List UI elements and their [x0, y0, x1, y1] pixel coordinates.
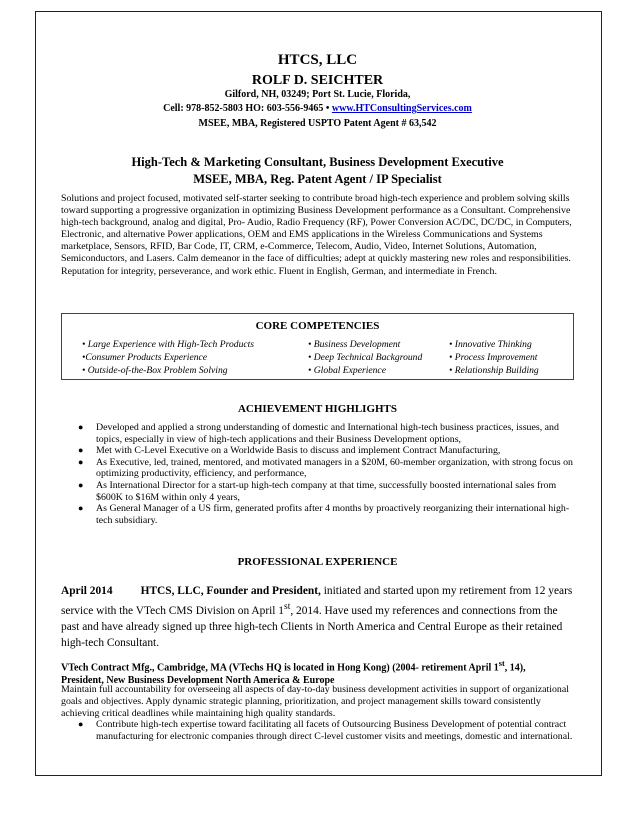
- achievement-text: As Executive, led, trained, mentored, and motivated managers in a $20M, 60-member organization, with strong focus on optimizing productivity, efficiency, and performance,: [96, 456, 573, 480]
- vtech-bullet-text: Contribute high-tech expertise toward facilitating all facets of Outsourcing Business Development of potential contract manufacturing for electronic companies through direct C-level customer visits and meetings, domestic and international.: [96, 719, 573, 743]
- name-middle: OLF D. S: [261, 73, 319, 88]
- bullet-icon: ●: [78, 719, 84, 730]
- competency-item: • Relationship Building: [449, 365, 539, 376]
- vtech-position-heading: [61, 658, 574, 687]
- achievement-item: [61, 480, 574, 503]
- core-competencies-title: CORE COMPETENCIES: [255, 320, 380, 332]
- vtech-bullet-item: [61, 719, 574, 743]
- competency-column: [449, 338, 539, 377]
- name-last: EICHTER: [318, 73, 384, 88]
- competency-item: • Business Development: [308, 339, 401, 350]
- achievement-item: [61, 503, 574, 526]
- achievement-text: Developed and applied a strong understanding of domestic and International high-tech business practices, issues, and topics, especially in view of high-tech applications and their Business Development options,: [96, 422, 559, 445]
- competency-column: [308, 338, 422, 377]
- competency-item: • Large Experience with High-Tech Products: [82, 339, 255, 350]
- company-name: HTCS, LLC: [277, 52, 358, 68]
- position-text-a: initiated and started upon my retirement from 12 years service with the VTech CMS Division on April 1: [61, 585, 573, 617]
- vtech-heading-text-b: , 14),: [504, 662, 526, 674]
- achievement-text: Met with C-Level Executive on a Worldwide Basis to discuss and implement Contract Manufacturing,: [96, 445, 501, 457]
- summary-paragraph: Solutions and project focused, motivated self-starter seeking to contribute broad high-tech experience and problem solving skills toward supporting a progressive organization in optimizing Business Development performance as a Consultant. Comprehensive high-tech background, analog and digital, Pro- Audio, Radio Frequency (RF), Power Conversion AC/DC, DC/DC, in Computers, Electronic, and alternative Power applications, OEM and EMS applications in the Wireless Communications and Systems marketplace, Sensors, RFID, Bar Code, IT, CRM, e-Commerce, Telecom, Audio, Video, Internet Solutions, Automation, Semiconductors, and Lasers. Calm demeanor in the face of difficulties; adept at quickly mastering new roles and responsibilities. Reputation for integrity, perseverance, and work ethic. Fluent in English, German, and intermediate in French.: [61, 193, 572, 277]
- achievement-item: [61, 422, 574, 445]
- competency-item: • Global Experience: [308, 365, 386, 376]
- vtech-heading-text-a: VTech Contract Mfg., Cambridge, MA (VTechs HQ is located in Hong Kong) (2004- retirement April 1: [61, 662, 499, 674]
- person-name: [61, 73, 574, 89]
- website-link[interactable]: www.HTConsultingServices.com: [331, 103, 472, 114]
- competency-item: • Innovative Thinking: [449, 339, 532, 350]
- achievement-item: [61, 457, 574, 480]
- achievements-list: [61, 422, 574, 526]
- achievement-text: As International Director for a start-up high-tech company at that time, successfully boosted international sales from $600K to $16M within only 4 years,: [96, 479, 557, 503]
- competency-item: • Process Improvement: [449, 352, 538, 363]
- competency-column: [82, 338, 254, 377]
- position-sup: st: [284, 602, 291, 612]
- bullet-icon: ●: [78, 456, 84, 467]
- headline-title: High-Tech & Marketing Consultant, Business Development Executive: [131, 155, 504, 169]
- core-competencies-box: [61, 313, 574, 380]
- competency-item: • Outside-of-the-Box Problem Solving: [82, 365, 228, 376]
- name-initial-r: R: [251, 73, 262, 88]
- vtech-position-body: [61, 684, 574, 743]
- achievements-title: ACHIEVEMENT HIGHLIGHTS: [237, 403, 398, 415]
- vtech-description: Maintain full accountability for overseeing all aspects of day-to-day business development activities in support of organizational goals and objectives. Apply dynamic strategic planning, prioritization, and project management skills toward consistently achieving critical deadlines while maintaining high quality standards.: [61, 684, 569, 719]
- phone-line: [61, 103, 574, 114]
- phone-numbers: Cell: 978-852-5803 HO: 603-556-9465 •: [163, 103, 332, 114]
- vtech-heading-title: President, New Business Development North America & Europe: [61, 674, 335, 686]
- credentials-line: MSEE, MBA, Registered USPTO Patent Agent # 63,542: [198, 118, 437, 129]
- bullet-icon: ●: [78, 422, 84, 432]
- achievement-item: [61, 445, 574, 457]
- competency-item: •Consumer Products Experience: [82, 352, 208, 363]
- address-line: Gilford, NH, 03249; Port St. Lucie, Florida,: [224, 89, 411, 100]
- position-text-b: , 2014. Have used my references and connections from the past and have already signed up three high-tech Clients in North America and Central Europe as their retained high-tech Consultant.: [61, 604, 563, 649]
- headline-subtitle: MSEE, MBA, Reg. Patent Agent / IP Specialist: [193, 172, 442, 186]
- htcs-position-paragraph: [61, 583, 574, 651]
- achievement-text: As General Manager of a US firm, generated profits after 4 months by proactively reorganizing their international high-tech subsidiary.: [96, 503, 570, 526]
- bullet-icon: ●: [78, 503, 84, 514]
- position-date: April 2014: [61, 585, 113, 597]
- bullet-icon: ●: [78, 479, 84, 490]
- position-role: HTCS, LLC, Founder and President,: [140, 585, 321, 597]
- professional-experience-title: PROFESSIONAL EXPERIENCE: [237, 556, 398, 568]
- bullet-icon: ●: [78, 445, 84, 456]
- vtech-heading-sup: st: [498, 659, 505, 668]
- competency-item: • Deep Technical Background: [308, 352, 423, 363]
